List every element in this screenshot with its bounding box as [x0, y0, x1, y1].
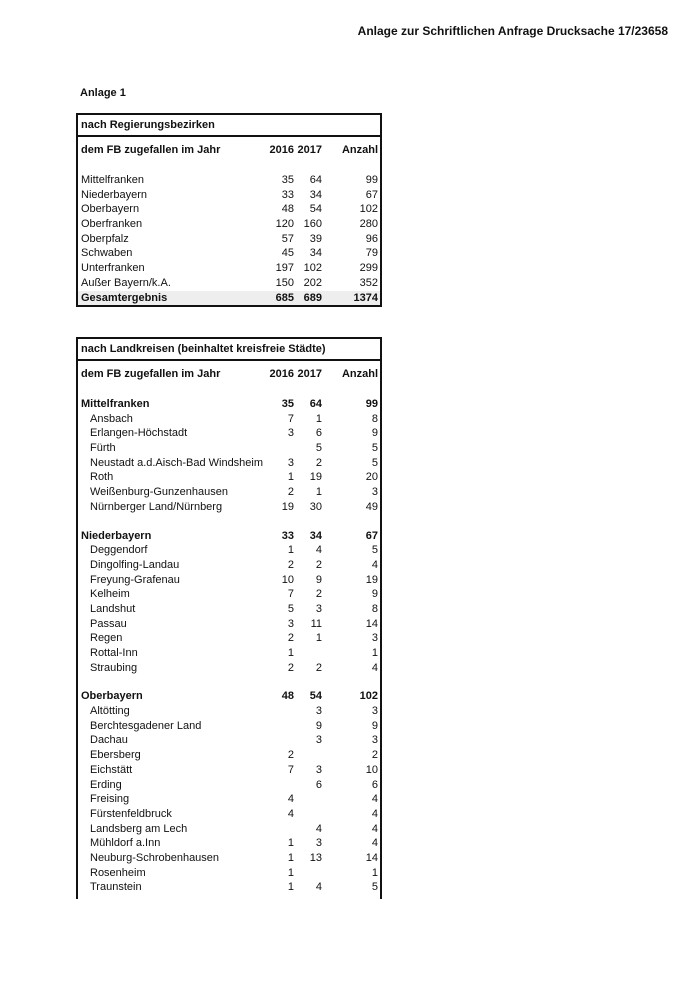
value-2017: 11 [310, 617, 322, 630]
table-row [78, 661, 380, 676]
value-anzahl: 14 [365, 617, 378, 630]
row-label: Weißenburg-Gunzenhausen [90, 486, 228, 499]
value-anzahl: 1 [371, 866, 378, 879]
row-label: Schwaben [81, 247, 133, 260]
value-anzahl: 8 [371, 602, 378, 615]
table-row [78, 778, 380, 793]
value-2016: 1 [287, 881, 294, 894]
value-anzahl: 352 [359, 276, 378, 289]
group-row [78, 689, 380, 704]
value-2016: 4 [287, 807, 294, 820]
table-row [78, 202, 380, 217]
value-anzahl: 5 [371, 881, 378, 894]
table-header-row [78, 365, 380, 383]
value-anzahl: 99 [365, 174, 378, 186]
table-row [78, 500, 380, 515]
table-row [78, 173, 380, 188]
table-row [78, 573, 380, 588]
column-header-label: dem FB zugefallen im Jahr [81, 144, 221, 156]
table-row [78, 748, 380, 763]
table-row [78, 456, 380, 471]
column-header-2016: 2016 [269, 144, 294, 156]
row-label: Eichstätt [90, 763, 133, 776]
row-label: Erding [90, 778, 122, 791]
table-row [78, 807, 380, 822]
row-label: Nürnberger Land/Nürnberg [90, 500, 223, 513]
table-row [78, 246, 380, 261]
value-anzahl: 4 [371, 837, 378, 850]
column-header-label: dem FB zugefallen im Jahr [81, 368, 221, 380]
row-label: Oberbayern [81, 203, 140, 216]
value-2017: 2 [315, 456, 322, 469]
value-2017: 4 [315, 881, 322, 894]
value-anzahl: 5 [371, 442, 378, 455]
value-2016: 120 [275, 218, 294, 231]
value-anzahl: 19 [365, 573, 378, 586]
column-header-anzahl: Anzahl [341, 144, 378, 156]
value-2016: 2 [287, 749, 294, 762]
value-2017: 54 [309, 690, 322, 703]
value-2017: 54 [309, 203, 322, 216]
row-label: Dachau [90, 734, 128, 747]
value-anzahl: 4 [371, 807, 378, 820]
table-row [78, 880, 380, 895]
table-title: nach Regierungsbezirken [78, 115, 380, 137]
row-label: Altötting [90, 705, 130, 718]
row-label: Deggendorf [90, 544, 148, 557]
value-2016: 48 [281, 203, 294, 216]
value-2017: 2 [315, 558, 322, 571]
value-2016: 150 [275, 276, 294, 289]
table-row [78, 836, 380, 851]
table-row [78, 426, 380, 441]
table-row [78, 587, 380, 602]
table-row [78, 412, 380, 427]
value-2016: 2 [287, 558, 294, 571]
value-2016: 7 [287, 763, 294, 776]
value-anzahl: 1 [371, 647, 378, 659]
row-label: Oberfranken [81, 218, 143, 231]
row-label: Roth [90, 471, 114, 484]
attachment-label: Anlage 1 [80, 87, 126, 99]
value-2016: 35 [281, 174, 294, 186]
row-label: Rottal-Inn [90, 647, 138, 659]
row-label: Kelheim [90, 588, 130, 601]
row-label: Fürstenfeldbruck [90, 807, 172, 820]
row-label: Niederbayern [81, 188, 148, 201]
value-2016: 2 [287, 486, 294, 499]
value-anzahl: 10 [365, 763, 378, 776]
value-2016: 2 [287, 661, 294, 674]
table-row [78, 617, 380, 632]
table-row [78, 441, 380, 456]
value-2017: 4 [315, 822, 322, 835]
row-label: Neustadt a.d.Aisch-Bad Windsheim [90, 456, 264, 469]
value-anzahl: 4 [371, 558, 378, 571]
total-row [78, 291, 380, 306]
row-label: Berchtesgadener Land [90, 719, 202, 732]
total-anzahl: 1374 [353, 291, 378, 304]
row-label: Mühldorf a.Inn [90, 837, 161, 850]
value-anzahl: 4 [371, 822, 378, 835]
column-header-2017: 2017 [297, 368, 322, 380]
value-anzahl: 9 [371, 719, 378, 732]
value-anzahl: 6 [371, 778, 378, 791]
value-2016: 33 [281, 529, 294, 542]
column-header-2016: 2016 [269, 368, 294, 380]
value-2017: 2 [315, 588, 322, 601]
table-row [78, 261, 380, 276]
row-label: Straubing [90, 661, 138, 674]
value-anzahl: 99 [365, 398, 378, 410]
group-row [78, 397, 380, 412]
document-reference: Anlage zur Schriftlichen Anfrage Drucksache 17/23658 [357, 24, 668, 38]
value-2017: 5 [315, 442, 322, 455]
value-anzahl: 3 [371, 705, 378, 718]
value-2017: 102 [303, 262, 322, 275]
table-row [78, 188, 380, 203]
value-2017: 34 [309, 188, 322, 201]
value-2016: 1 [287, 471, 294, 484]
value-2016: 1 [287, 866, 294, 879]
value-anzahl: 79 [365, 247, 378, 260]
row-label: Freyung-Grafenau [90, 573, 180, 586]
value-2017: 1 [315, 486, 322, 499]
value-anzahl: 299 [359, 262, 378, 275]
value-2017: 1 [315, 412, 322, 425]
table-row [78, 763, 380, 778]
table-row [78, 704, 380, 719]
table-row [78, 822, 380, 837]
value-2016: 4 [287, 793, 294, 806]
row-label: Fürth [90, 442, 116, 455]
row-label: Rosenheim [90, 866, 146, 879]
table-header-row [78, 141, 380, 159]
value-anzahl: 9 [371, 588, 378, 601]
table-row [78, 851, 380, 866]
value-2017: 3 [315, 837, 322, 850]
table-row [78, 485, 380, 500]
value-2017: 34 [309, 247, 322, 260]
value-2017: 30 [309, 500, 322, 513]
value-anzahl: 5 [371, 544, 378, 557]
value-2017: 39 [309, 232, 322, 245]
value-anzahl: 67 [365, 188, 378, 201]
table-body [78, 397, 380, 895]
table-row [78, 866, 380, 881]
row-label: Neuburg-Schrobenhausen [90, 851, 220, 864]
group-row [78, 529, 380, 544]
table-row [78, 646, 380, 661]
value-anzahl: 14 [365, 851, 378, 864]
value-anzahl: 3 [371, 632, 378, 645]
column-header-anzahl: Anzahl [341, 368, 378, 380]
table-landkreise [76, 337, 382, 899]
row-label: Dingolfing-Landau [90, 558, 180, 571]
row-label: Ebersberg [90, 749, 141, 762]
table-row [78, 232, 380, 247]
value-anzahl: 3 [371, 486, 378, 499]
total-2016: 685 [275, 291, 294, 304]
total-label: Gesamtergebnis [81, 291, 168, 304]
value-2016: 7 [287, 588, 294, 601]
table-row [78, 276, 380, 291]
value-anzahl: 4 [371, 661, 378, 674]
row-label: Mittelfranken [81, 398, 150, 410]
value-anzahl: 5 [371, 456, 378, 469]
value-2017: 160 [303, 218, 322, 231]
value-2016: 5 [287, 602, 294, 615]
value-2017: 1 [315, 632, 322, 645]
value-2017: 9 [315, 719, 322, 732]
value-2017: 2 [315, 661, 322, 674]
table-row [78, 217, 380, 232]
value-2017: 6 [315, 778, 322, 791]
value-2016: 1 [287, 837, 294, 850]
value-2017: 13 [309, 851, 322, 864]
value-2017: 3 [315, 602, 322, 615]
value-2017: 202 [303, 276, 322, 289]
table-row [78, 792, 380, 807]
total-2017: 689 [303, 291, 322, 304]
value-2016: 197 [275, 262, 294, 275]
value-2017: 6 [315, 427, 322, 440]
value-2016: 33 [281, 188, 294, 201]
value-2016: 10 [281, 573, 294, 586]
value-2017: 19 [309, 471, 322, 484]
value-2016: 1 [287, 647, 294, 659]
table-row [78, 733, 380, 748]
value-anzahl: 67 [365, 529, 378, 542]
value-2016: 1 [287, 544, 294, 557]
table-row [78, 719, 380, 734]
value-2017: 4 [315, 544, 322, 557]
value-2016: 2 [287, 632, 294, 645]
value-anzahl: 2 [371, 749, 378, 762]
row-label: Erlangen-Höchstadt [90, 427, 188, 440]
value-anzahl: 3 [371, 734, 378, 747]
value-2017: 34 [309, 529, 322, 542]
value-2017: 9 [315, 573, 322, 586]
table-row [78, 602, 380, 617]
value-anzahl: 280 [359, 218, 378, 231]
table-row [78, 543, 380, 558]
table-title: nach Landkreisen (beinhaltet kreisfreie Städte) [78, 339, 380, 361]
column-header-2017: 2017 [297, 144, 322, 156]
value-2016: 7 [287, 412, 294, 425]
value-anzahl: 49 [365, 500, 378, 513]
row-label: Oberpfalz [81, 232, 129, 245]
value-2017: 3 [315, 763, 322, 776]
value-2016: 3 [287, 456, 294, 469]
value-anzahl: 4 [371, 793, 378, 806]
table-row [78, 558, 380, 573]
row-label: Unterfranken [81, 262, 145, 275]
row-label: Regen [90, 632, 123, 645]
row-label: Landsberg am Lech [90, 822, 188, 835]
value-2016: 48 [281, 690, 294, 703]
table-body [78, 173, 380, 291]
value-2017: 64 [309, 174, 322, 186]
row-label: Landshut [90, 602, 136, 615]
value-2016: 3 [287, 617, 294, 630]
value-2016: 1 [287, 851, 294, 864]
value-anzahl: 96 [365, 232, 378, 245]
value-anzahl: 8 [371, 412, 378, 425]
value-anzahl: 102 [359, 690, 378, 703]
value-2016: 19 [281, 500, 294, 513]
value-2017: 64 [309, 398, 322, 410]
row-label: Passau [90, 617, 127, 630]
row-label: Oberbayern [81, 690, 143, 703]
value-2017: 3 [315, 734, 322, 747]
table-regierungsbezirke [76, 113, 382, 307]
row-label: Ansbach [90, 412, 133, 425]
value-anzahl: 9 [371, 427, 378, 440]
value-anzahl: 20 [365, 471, 378, 484]
row-label: Niederbayern [81, 529, 152, 542]
row-label: Außer Bayern/k.A. [81, 276, 171, 289]
value-2017: 3 [315, 705, 322, 718]
value-anzahl: 102 [359, 203, 378, 216]
value-2016: 3 [287, 427, 294, 440]
table-row [78, 631, 380, 646]
row-label: Traunstein [90, 881, 142, 894]
value-2016: 35 [281, 398, 294, 410]
table-row [78, 470, 380, 485]
value-2016: 45 [281, 247, 294, 260]
row-label: Freising [90, 793, 130, 806]
value-2016: 57 [281, 232, 294, 245]
row-label: Mittelfranken [81, 174, 144, 186]
